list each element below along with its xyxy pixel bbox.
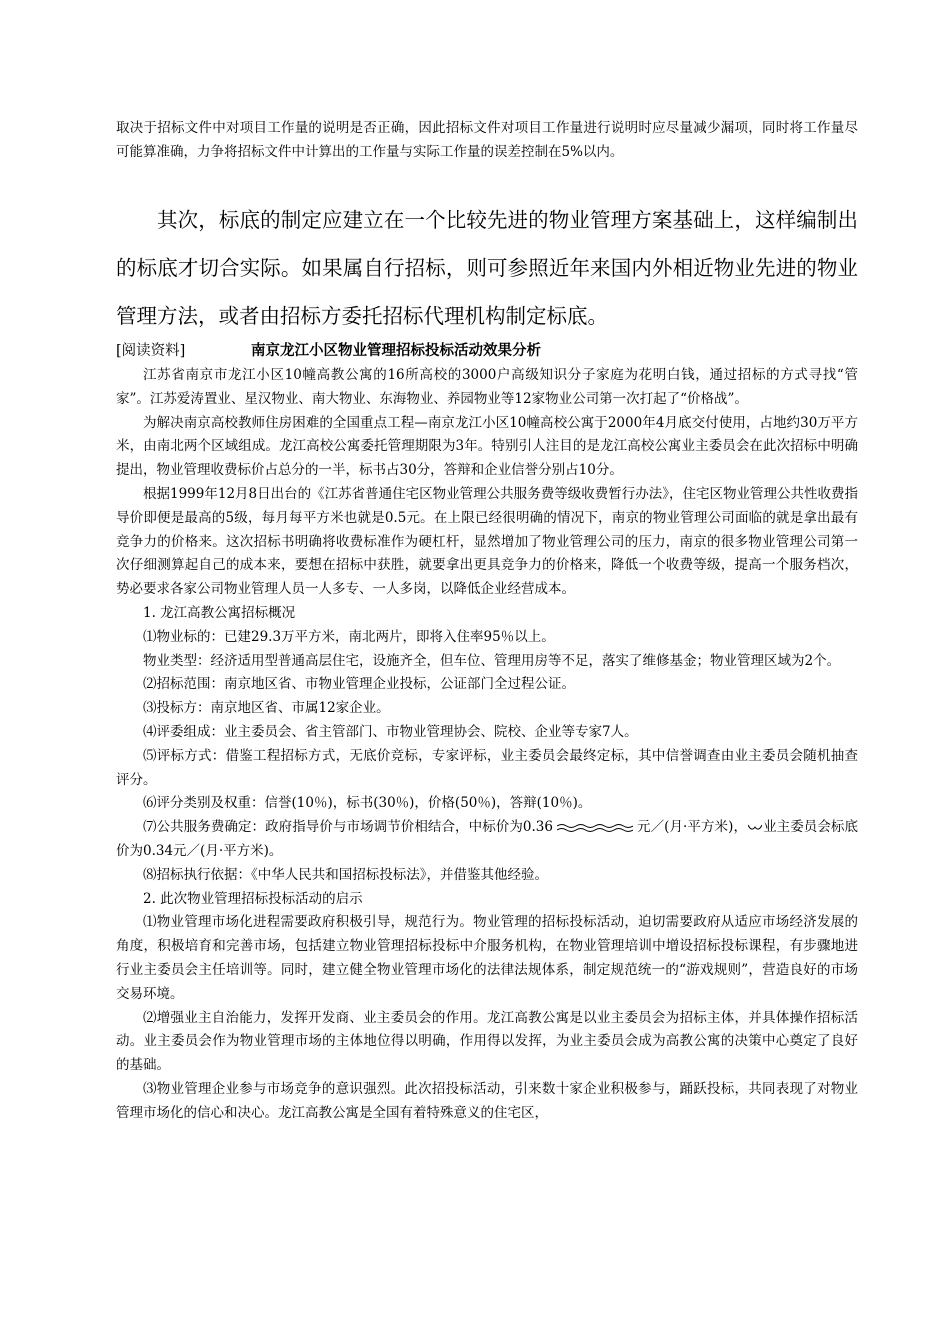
- lesson-competition: ⑶物业管理企业参与市场竞争的意识强烈。此次招投标活动，引来数十家企业积极参与，踊跃投标，共同表现了对物业管理市场化的信心和决心。龙江高教公寓是全国有着特殊意义的住宅区，: [116, 1080, 858, 1121]
- reading-body: [116, 364, 858, 1126]
- paragraph-background: 为解决南京高校教师住房困难的全国重点工程—南京龙江小区10幢高校公寓于2000年4月底交付使用，占地约30万平方米，由南北两个区域组成。龙江高校公寓委托管理期限为3年。特别引人注目的是龙江高校公寓业主委员会在此次招标中明确提出，物业管理收费标价占总分的一半，标书占30分，答辩和企业信誉分别占10分。: [116, 414, 858, 479]
- paragraph-regulation: 根据1999年12月8日出台的《江苏省普通住宅区物业管理公共服务费等级收费暂行办法》，住宅区物业管理公共性收费指导价即便是最高的5级，每月每平方米也就是0.5元。在上限已经很明确的情况下，南京的物业管理公司面临的就是拿出最有竞争力的价格来。这次招标书明确将收费标准作为硬杠杆，显然增加了物业管理公司的压力，南京的很多物业管理公司第一次仔细测算起自己的成本来，要想在招标中获胜，就要拿出更具竞争力的价格来，降低一个收费等级，提高一个服务档次，势必要求各家公司物业管理人员一人多专、一人多岗，以降低企业经营成本。: [116, 485, 858, 598]
- intro-paragraph: 取决于招标文件中对项目工作量的说明是否正确，因此招标文件对项目工作量进行说明时应尽量减少漏项，同时将工作量尽可能算准确，力争将招标文件中计算出的工作量与实际工作量的误差控制在5%以内。: [116, 120, 858, 161]
- service-fee-part-b: 元／(月·平方米)，: [636, 819, 748, 836]
- item-property-type: 物业类型：经济适用型普通高层住宅，设施齐全，但车位、管理用房等不足，落实了维修基金；物业管理区域为2个。: [143, 652, 841, 669]
- item-service-fee: [116, 816, 858, 864]
- item-tender-scope: ⑵招标范围：南京地区省、市物业管理企业投标，公证部门全过程公证。: [143, 676, 575, 693]
- paragraph-intro: 江苏省南京市龙江小区10幢高教公寓的16所高校的3000户高级知识分子家庭为花明白钱，通过招标的方式寻找“管家”。江苏爱涛置业、星汉物业、南大物业、东海物业、养园物业等12家物业公司第一次打起了“价格战”。: [116, 367, 858, 407]
- wavy-mark-icon: [557, 823, 633, 833]
- item-scoring-weights: ⑹评分类别及权重：信誉(10％)，标书(30％)，价格(50％)，答辩(10％)。: [143, 795, 592, 812]
- item-committee: ⑷评委组成：业主委员会、省主管部门、市物业管理协会、院校、企业等专家7人。: [143, 723, 638, 740]
- service-fee-part-c: 业主委员会标底价为0.34元／(月·平方米)。: [116, 819, 859, 859]
- reading-title: 南京龙江小区物业管理招标投标活动效果分析: [251, 342, 541, 359]
- item-evaluation-method: ⑸评标方式：借鉴工程招标方式，无底价竞标，专家评标，业主委员会最终定标，其中信誉调查由业主委员会随机抽查评分。: [116, 747, 858, 788]
- item-property-subject: ⑴物业标的：已建29.3万平方米，南北两片，即将入住率95％以上。: [143, 628, 555, 645]
- reading-heading: [116, 340, 858, 362]
- item-bidders: ⑶投标方：南京地区省、市属12家企业。: [143, 700, 390, 717]
- item-legal-basis: ⑻招标执行依据：《中华人民共和国招标投标法》，并借鉴其他经验。: [143, 866, 548, 883]
- lesson-owner-autonomy: ⑵增强业主自治能力，发挥开发商、业主委员会的作用。龙江高教公寓是以业主委员会为招标主体，并具体操作招标活动。业主委员会作为物业管理市场的主体地位得以明确，作用得以发挥，为业主委员会成为高教公寓的决策中心奠定了良好的基础。: [116, 1009, 858, 1074]
- lesson-government-guidance: ⑴物业管理市场化进程需要政府积极引导，规范行为。物业管理的招标投标活动，迫切需要政府从适应市场经济发展的角度，积极培育和完善市场，包括建立物业管理招标投标中介服务机构，在物业管理培训中增设招标投标课程，有步骤地进行业主委员会主任培训等。同时，建立健全物业管理市场化的法律法规体系，制定规范统一的“游戏规则”，营造良好的市场交易环境。: [116, 914, 858, 1002]
- reading-tag: [阅读资料]: [116, 343, 186, 359]
- section-heading-overview: 1. 龙江高教公寓招标概况: [143, 604, 296, 621]
- emphasis-paragraph: 其次，标底的制定应建立在一个比较先进的物业管理方案基础上，这样编制出的标底才切合实际。如果属自行招标，则可参照近年来国内外相近物业先进的物业管理方法，或者由招标方委托招标代理机构制定标底。: [116, 208, 858, 328]
- v-mark-icon: [748, 823, 762, 833]
- section-heading-lessons: 2. 此次物业管理招标投标活动的启示: [143, 890, 363, 907]
- service-fee-part-a: ⑺公共服务费确定：政府指导价与市场调节价相结合，中标价为0.36: [143, 819, 553, 836]
